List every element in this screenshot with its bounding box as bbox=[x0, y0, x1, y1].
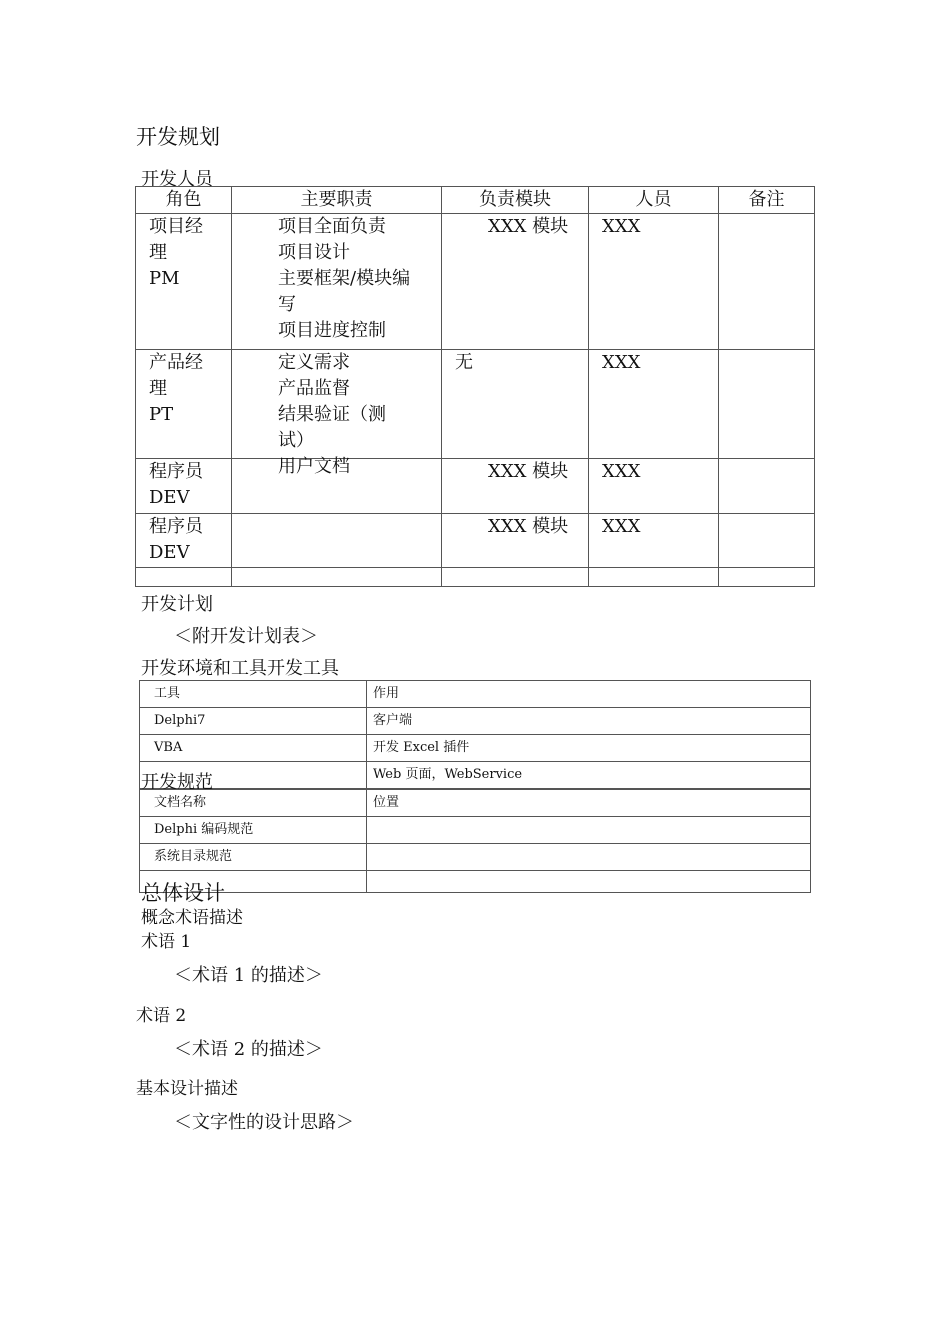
standards-section-heading: 开发规范 bbox=[141, 772, 213, 793]
role-cell: 程序员 DEV bbox=[136, 514, 232, 568]
plan-section-heading: 开发计划 bbox=[141, 594, 213, 615]
header-location: 位置 bbox=[367, 790, 811, 817]
term2-description: ＜术语 2 的描述＞ bbox=[174, 1039, 323, 1060]
person-cell: XXX bbox=[589, 214, 719, 350]
term2-heading: 术语 2 bbox=[136, 1006, 187, 1026]
role-cell: 项目经 理 PM bbox=[136, 214, 232, 350]
note-cell bbox=[719, 214, 815, 350]
note-cell bbox=[719, 514, 815, 568]
header-purpose: 作用 bbox=[367, 681, 811, 708]
table-row bbox=[136, 514, 815, 568]
term1-description: ＜术语 1 的描述＞ bbox=[174, 965, 323, 986]
header-doc-name: 文档名称 bbox=[140, 790, 367, 817]
module-cell: 无 bbox=[442, 350, 589, 459]
team-table bbox=[135, 186, 815, 587]
header-tool: 工具 bbox=[140, 681, 367, 708]
header-person: 人员 bbox=[589, 187, 719, 214]
basic-design-description: ＜文字性的设计思路＞ bbox=[174, 1112, 354, 1133]
header-duties: 主要职责 bbox=[232, 187, 442, 214]
module-cell: XXX 模块 bbox=[442, 459, 589, 514]
concept-section-heading: 概念术语描述 bbox=[141, 908, 243, 928]
table-header-row bbox=[140, 790, 811, 817]
table-row bbox=[140, 871, 811, 893]
design-title: 总体设计 bbox=[141, 881, 225, 905]
role-cell: 程序员 DEV bbox=[136, 459, 232, 514]
table-row bbox=[136, 568, 815, 587]
team-section-heading: 开发人员 bbox=[141, 169, 213, 190]
header-module: 负责模块 bbox=[442, 187, 589, 214]
table-header-row bbox=[136, 187, 815, 214]
table-row: Delphi 编码规范 bbox=[140, 817, 811, 844]
note-cell bbox=[719, 350, 815, 459]
person-cell: XXX bbox=[589, 514, 719, 568]
tools-table bbox=[139, 680, 811, 789]
table-row: 系统目录规范 bbox=[140, 844, 811, 871]
basic-design-heading: 基本设计描述 bbox=[136, 1079, 238, 1099]
standards-table bbox=[139, 789, 811, 893]
duties-cell bbox=[232, 514, 442, 568]
module-cell: XXX 模块 bbox=[442, 214, 589, 350]
page-title: 开发规划 bbox=[136, 125, 220, 149]
table-row bbox=[136, 350, 815, 459]
table-row bbox=[136, 459, 815, 514]
header-role: 角色 bbox=[136, 187, 232, 214]
duties-cell: 定义需求 产品监督 结果验证（测 试） 用户文档 bbox=[232, 350, 442, 459]
role-cell: 产品经 理 PT bbox=[136, 350, 232, 459]
module-cell: XXX 模块 bbox=[442, 514, 589, 568]
table-row: Web 页面，WebService bbox=[140, 762, 811, 789]
table-row bbox=[136, 214, 815, 350]
table-row: Delphi7 客户端 bbox=[140, 708, 811, 735]
table-row: VBA 开发 Excel 插件 bbox=[140, 735, 811, 762]
header-note: 备注 bbox=[719, 187, 815, 214]
person-cell: XXX bbox=[589, 459, 719, 514]
term1-heading: 术语 1 bbox=[141, 932, 192, 952]
person-cell: XXX bbox=[589, 350, 719, 459]
duties-cell: 项目全面负责 项目设计 主要框架/模块编 写 项目进度控制 bbox=[232, 214, 442, 350]
plan-text: ＜附开发计划表＞ bbox=[174, 626, 318, 647]
note-cell bbox=[719, 459, 815, 514]
tools-section-heading: 开发环境和工具开发工具 bbox=[141, 658, 339, 679]
table-header-row bbox=[140, 681, 811, 708]
